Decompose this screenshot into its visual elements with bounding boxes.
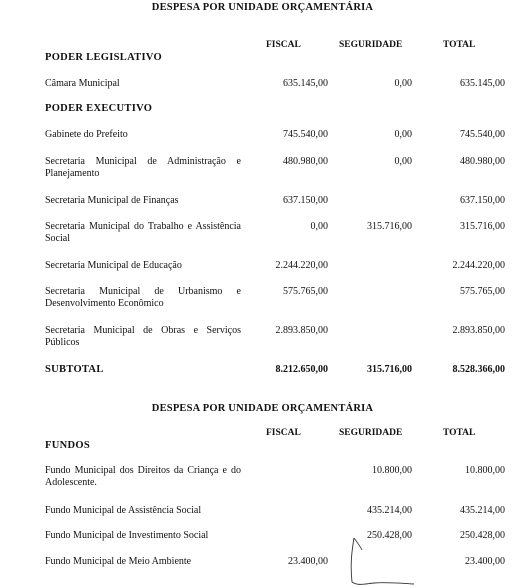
row-seguridade: 0,00 <box>394 78 412 89</box>
subtotal-label: SUBTOTAL <box>45 364 104 375</box>
row-fiscal: 635.145,00 <box>283 78 328 89</box>
row-label: Secretaria Municipal de Urbanismo e Desenvolvimento Econômico <box>45 286 241 309</box>
page-title: DESPESA POR UNIDADE ORÇAMENTÁRIA <box>151 2 374 13</box>
section-heading-executivo: PODER EXECUTIVO <box>45 103 153 114</box>
column-header-seguridade: SEGURIDADE <box>339 40 403 50</box>
row-seguridade: 0,00 <box>394 129 412 140</box>
row-total: 315.716,00 <box>460 221 505 232</box>
column-header-total: TOTAL <box>443 428 476 438</box>
row-total: 575.765,00 <box>460 286 505 297</box>
row-total: 250.428,00 <box>460 530 505 541</box>
subtotal-fiscal: 8.212.650,00 <box>275 364 328 375</box>
signature-mark <box>340 536 420 588</box>
row-label: Gabinete do Prefeito <box>45 129 128 140</box>
row-fiscal: 480.980,00 <box>283 156 328 167</box>
row-total: 23.400,00 <box>465 556 505 567</box>
row-fiscal: 0,00 <box>310 221 328 232</box>
row-fiscal: 637.150,00 <box>283 195 328 206</box>
row-total: 637.150,00 <box>460 195 505 206</box>
row-seguridade: 435.214,00 <box>367 505 412 516</box>
row-total: 2.244.220,00 <box>452 260 505 271</box>
row-label: Fundo Municipal dos Direitos da Criança e do Adolescente. <box>45 465 241 488</box>
row-fiscal: 745.540,00 <box>283 129 328 140</box>
row-label: Fundo Municipal de Investimento Social <box>45 530 209 541</box>
subtotal-total: 8.528.366,00 <box>452 364 505 375</box>
row-seguridade: 0,00 <box>394 156 412 167</box>
row-total: 2.893.850,00 <box>452 325 505 336</box>
column-header-fiscal: FISCAL <box>266 40 301 50</box>
column-header-fiscal: FISCAL <box>266 428 301 438</box>
row-total: 480.980,00 <box>460 156 505 167</box>
section-heading-legislativo: PODER LEGISLATIVO <box>45 52 163 63</box>
row-label: Câmara Municipal <box>45 78 120 89</box>
row-fiscal: 2.893.850,00 <box>275 325 328 336</box>
row-label: Fundo Municipal de Meio Ambiente <box>45 556 192 567</box>
row-label: Secretaria Municipal do Trabalho e Assistência Social <box>45 221 241 244</box>
row-label: Secretaria Municipal de Educação <box>45 260 182 271</box>
row-label: Secretaria Municipal de Administração e Planejamento <box>45 156 241 179</box>
row-total: 435.214,00 <box>460 505 505 516</box>
subtotal-seguridade: 315.716,00 <box>367 364 412 375</box>
row-seguridade: 315.716,00 <box>367 221 412 232</box>
row-fiscal: 23.400,00 <box>288 556 328 567</box>
column-header-seguridade: SEGURIDADE <box>339 428 403 438</box>
row-label: Secretaria Municipal de Obras e Serviços Públicos <box>45 325 241 348</box>
column-header-total: TOTAL <box>443 40 476 50</box>
row-label: Fundo Municipal de Assistência Social <box>45 505 202 516</box>
section-heading-fundos: FUNDOS <box>45 440 90 451</box>
row-seguridade: 10.800,00 <box>372 465 412 476</box>
row-label: Secretaria Municipal de Finanças <box>45 195 179 206</box>
row-total: 635.145,00 <box>460 78 505 89</box>
row-total: 745.540,00 <box>460 129 505 140</box>
row-total: 10.800,00 <box>465 465 505 476</box>
row-seguridade: 250.428,00 <box>367 530 412 541</box>
section-title: DESPESA POR UNIDADE ORÇAMENTÁRIA <box>151 403 374 414</box>
row-fiscal: 2.244.220,00 <box>275 260 328 271</box>
row-fiscal: 575.765,00 <box>283 286 328 297</box>
